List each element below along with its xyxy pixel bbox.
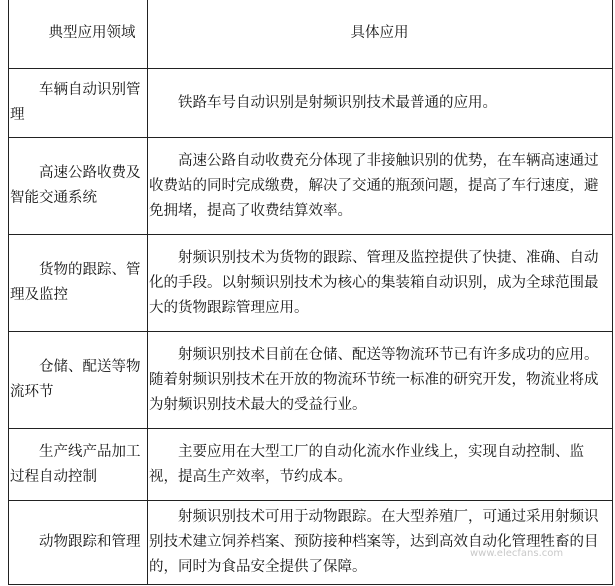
table-row bbox=[9, 332, 613, 429]
domain-cell: 仓储、配送等物流环节 bbox=[9, 332, 148, 429]
table-row bbox=[9, 501, 613, 585]
rfid-application-table bbox=[8, 0, 613, 585]
application-cell: 射频识别技术可用于动物跟踪。在大型养殖厂，可通过采用射频识别技术建立饲养档案、预防接种档案等，达到高效自动化管理牲畜的目的，同时为食品安全提供了保障。 bbox=[148, 501, 613, 585]
header-domain: 典型应用领域 bbox=[9, 0, 148, 69]
table-row bbox=[9, 429, 613, 501]
domain-cell: 生产线产品加工过程自动控制 bbox=[9, 429, 148, 501]
table-row bbox=[9, 138, 613, 235]
table-row bbox=[9, 69, 613, 138]
domain-cell: 车辆自动识别管理 bbox=[9, 69, 148, 138]
watermark: www.elecfans.com bbox=[470, 548, 564, 559]
domain-cell: 动物跟踪和管理 bbox=[9, 501, 148, 585]
application-cell: 高速公路自动收费充分体现了非接触识别的优势，在车辆高速通过收费站的同时完成缴费，解决了交通的瓶颈问题，提高了车行速度，避免拥堵，提高了收费结算效率。 bbox=[148, 138, 613, 235]
application-cell: 射频识别技术目前在仓储、配送等物流环节已有许多成功的应用。随着射频识别技术在开放的物流环节统一标准的研究开发，物流业将成为射频识别技术最大的受益行业。 bbox=[148, 332, 613, 429]
domain-cell: 货物的跟踪、管理及监控 bbox=[9, 235, 148, 332]
table-row bbox=[9, 235, 613, 332]
application-cell: 主要应用在大型工厂的自动化流水作业线上，实现自动控制、监视，提高生产效率，节约成本。 bbox=[148, 429, 613, 501]
application-cell: 射频识别技术为货物的跟踪、管理及监控提供了快捷、准确、自动化的手段。以射频识别技术为核心的集装箱自动识别，成为全球范围最大的货物跟踪管理应用。 bbox=[148, 235, 613, 332]
application-cell: 铁路车号自动识别是射频识别技术最普通的应用。 bbox=[148, 69, 613, 138]
header-application: 具体应用 bbox=[148, 0, 613, 69]
domain-cell: 高速公路收费及智能交通系统 bbox=[9, 138, 148, 235]
table-header-row bbox=[9, 0, 613, 69]
